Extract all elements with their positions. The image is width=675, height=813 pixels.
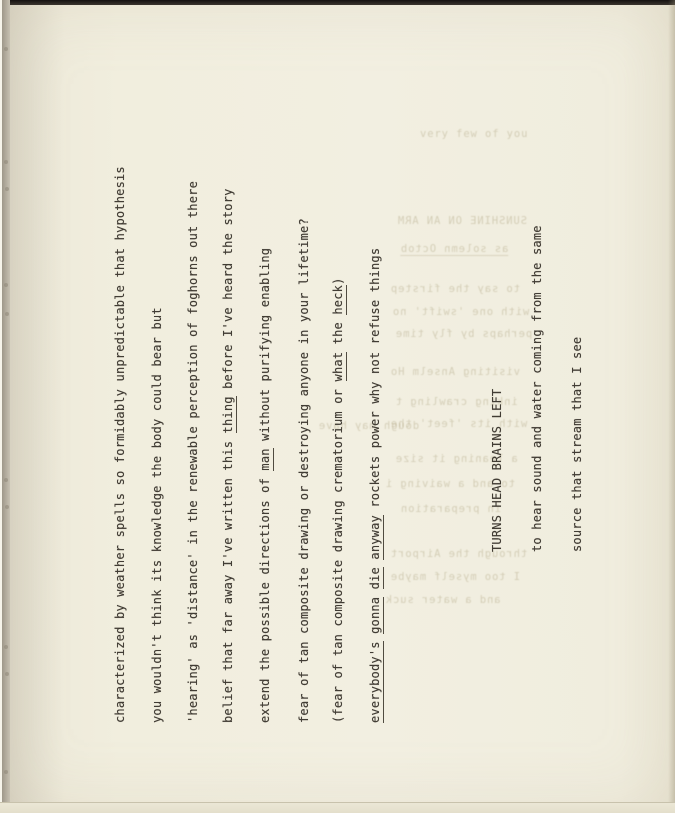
poem-line [113,166,127,723]
show-through-text: perhaps by fly time [395,328,533,340]
show-through-text: SUNSHINE ON AN ARM [397,215,527,227]
poem-line [221,188,235,723]
poem-segment [368,589,382,596]
poem-line [570,337,584,552]
underlined-word: thing [221,396,235,434]
poem-line [258,248,272,723]
poem-segment: TURNS HEAD BRAINS LEFT [490,388,504,552]
underlined-word: gonna [368,596,382,634]
poem-segment: (fear of tan composite drawing crematorium or [331,381,345,723]
stitch-hole [4,47,8,51]
underlined-word: anyway [368,515,382,560]
underlined-word: what [331,351,345,382]
show-through-text: visiting Anselm Ho [390,366,520,378]
scan-top-edge [0,0,675,5]
stitch-hole [4,160,8,164]
poem-line [490,389,504,552]
show-through-text: very few of you [420,128,529,140]
show-through-text: to say the firstep [390,283,520,295]
poem-segment: 'hearing' as 'distance' in the renewable perception of foghorns out there [186,181,200,723]
page-right-edge [668,0,675,813]
show-through-text: with one 'swift' no [392,306,530,318]
binding-edge [2,0,10,813]
binding-gutter-shadow [10,0,65,813]
underlined-word: die [368,567,382,590]
poem-segment: before I've heard the story [221,188,235,397]
poem-line [186,181,200,723]
stitch-hole [5,187,9,191]
poem-segment: belief that far away I've written this [221,433,235,723]
show-through-text: I too myself maybe [390,571,520,583]
poem-segment: ) [331,277,345,285]
poem-segment [368,634,382,641]
show-through-text: inking crawling t [395,396,518,408]
stitch-hole [5,672,9,676]
poem-segment: rockets power why not refuse things [368,247,382,516]
poem-line [368,248,382,723]
show-through-text: as solemn Octob [400,243,509,255]
poem-line [150,307,164,723]
stitch-hole [4,645,8,649]
poem-segment [368,560,382,567]
poem-segment: to hear sound and water coming from the same [530,225,544,552]
stitch-hole [5,312,9,316]
poem-line [530,225,544,552]
underlined-word: everybody's [368,641,382,723]
poem-line [297,218,311,723]
stitch-hole [4,478,8,482]
stitch-hole [5,505,9,509]
stitch-hole [4,283,8,287]
show-through-text: dough may have [318,420,420,432]
poem-line [331,277,345,723]
poem-segment: without purifying enabling [258,247,272,449]
show-through-text: to and a waiving i [385,478,515,490]
underlined-word: man [258,448,272,471]
show-through-text: and a water suck [385,594,501,606]
show-through-text: with its 'feet' the [390,418,528,430]
poem-segment: characterized by weather spells so formidably unpredictable that hypothesis [113,166,127,723]
poem-segment: fear of tan composite drawing or destroying anyone in your lifetime? [297,218,311,723]
poem-segment: the [331,314,345,352]
show-through-text: through the Airport [390,548,528,560]
show-through-text: a leaning it size [395,453,518,465]
show-through-text: in preparation [400,503,502,515]
stitch-hole [4,770,8,774]
underlying-page-edge [0,803,675,813]
poem-segment: you wouldn't think its knowledge the body could bear but [150,307,164,723]
poem-segment: extend the possible directions of [258,470,272,723]
poem-segment: source that stream that I see [570,336,584,552]
underlined-word: heck [331,284,345,315]
